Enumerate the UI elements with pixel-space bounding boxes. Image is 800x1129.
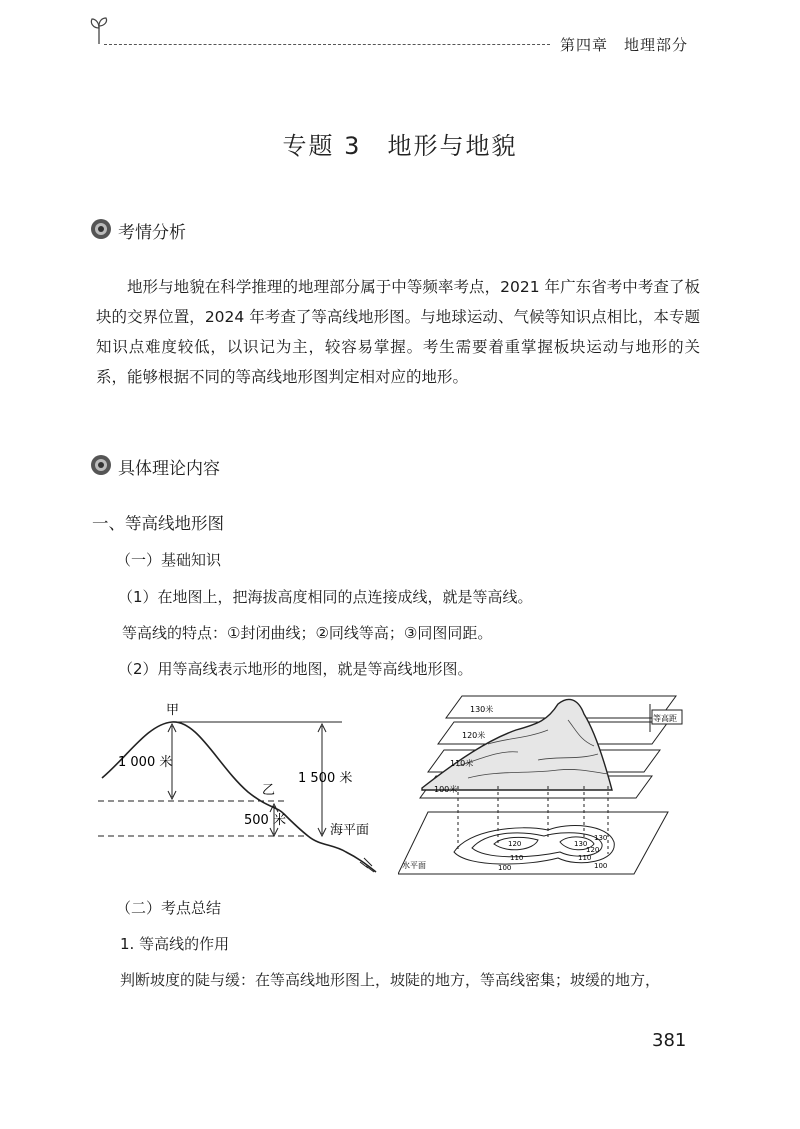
contour-label: 120	[508, 840, 522, 848]
flower-bullet-icon	[90, 218, 112, 240]
contour-label: 130	[594, 834, 608, 842]
label-point-b: 乙	[262, 783, 276, 798]
label-peak: 甲	[166, 703, 180, 718]
figure-cross-section	[98, 696, 398, 886]
point-contour-use: 1. 等高线的作用	[120, 935, 230, 953]
terrain-profile	[102, 722, 376, 872]
plane-label-130: 130米	[470, 705, 494, 714]
contour-label: 120	[586, 846, 600, 854]
plane-label-100: 100米	[434, 785, 458, 794]
label-1500m: 1 500 米	[298, 771, 353, 786]
contour-label: 100	[498, 864, 512, 872]
section-label-theory: 具体理论内容	[118, 459, 220, 479]
chapter-header: 第四章 地理部分	[560, 36, 689, 54]
item-contour-definition: （1）在地图上，把海拔高度相同的点连接成线，就是等高线。	[118, 588, 533, 606]
sprout-icon	[88, 16, 110, 46]
contour-features: 等高线的特点：①封闭曲线；②同线等高；③同图同距。	[122, 624, 493, 642]
header-divider	[104, 44, 550, 45]
figure-contour-3d	[398, 690, 698, 880]
item-contour-map-definition: （2）用等高线表示地形的地图，就是等高线地形图。	[118, 660, 473, 678]
heading-contour-map: 一、等高线地形图	[92, 514, 224, 533]
subheading-basics: （一）基础知识	[116, 551, 222, 569]
plane-label-120: 120米	[462, 731, 486, 740]
label-500m: 500 米	[244, 813, 286, 828]
subheading-summary: （二）考点总结	[116, 899, 222, 917]
contour-label: 110	[510, 854, 524, 862]
contour-label: 130	[574, 840, 588, 848]
plane-label-110: 110米	[450, 759, 474, 768]
label-1000m: 1 000 米	[118, 755, 173, 770]
contour-label: 100	[594, 862, 608, 870]
flower-bullet-icon	[90, 454, 112, 476]
label-base-plane: 水平面	[402, 861, 426, 870]
slope-judgment-text: 判断坡度的陡与缓：在等高线地形图上，坡陡的地方，等高线密集；坡缓的地方，	[120, 971, 661, 989]
section-label-analysis: 考情分析	[118, 223, 186, 243]
analysis-paragraph: 地形与地貌在科学推理的地理部分属于中等频率考点，2021 年广东省考中考查了板块的交界位置，2024 年考查了等高线地形图。与地球运动、气候等知识点相比，本专题知识点难度较低，以识记为主，较容易掌握。考生需要着重掌握板块运动与地形的关系，能够根据不同的等高线地形图判定相对应的地形。	[96, 278, 700, 386]
label-interval: 等高距	[653, 714, 677, 723]
label-sea-level: 海平面	[330, 823, 370, 838]
page-number: 381	[652, 1030, 687, 1051]
page-title: 专题 3 地形与地貌	[282, 132, 518, 160]
contour-label: 110	[578, 854, 592, 862]
